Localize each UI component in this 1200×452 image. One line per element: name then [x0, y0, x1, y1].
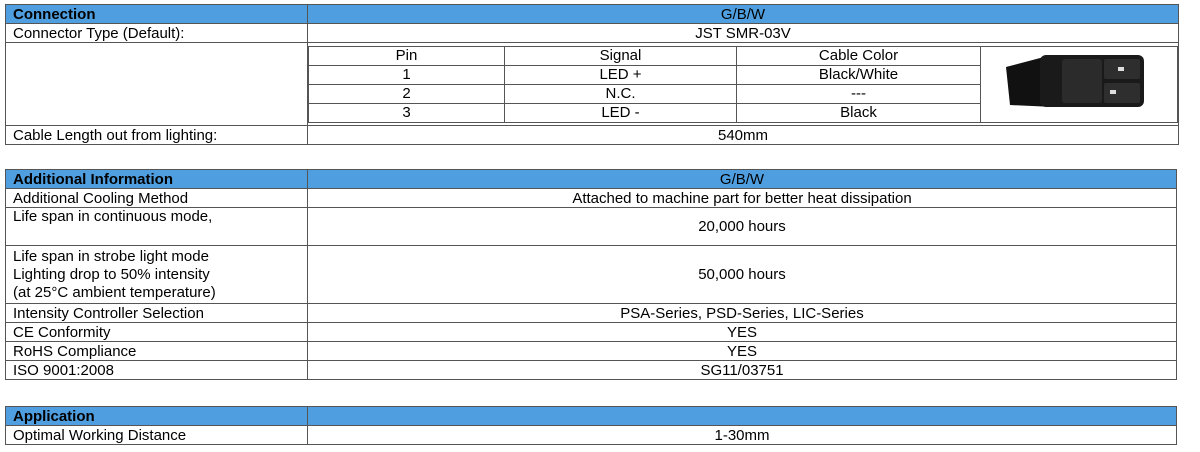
pin-header-signal: Signal — [505, 46, 737, 65]
cable-length-label: Cable Length out from lighting: — [6, 126, 308, 145]
pin-header-cable-color: Cable Color — [737, 46, 981, 65]
connection-header-row — [6, 5, 1179, 24]
additional-info-header-label: Additional Information — [6, 170, 308, 189]
rohs-compliance-value: YES — [308, 342, 1177, 361]
connection-header-label: Connection — [6, 5, 308, 24]
additional-info-table — [5, 169, 1177, 380]
cable-length-row — [6, 126, 1179, 145]
ce-conformity-label: CE Conformity — [6, 323, 308, 342]
lifespan-strobe-label — [6, 246, 308, 304]
connector-type-value: JST SMR-03V — [308, 24, 1179, 43]
cooling-method-label: Additional Cooling Method — [6, 189, 308, 208]
pin-cable-color: Black/White — [737, 65, 981, 84]
pin-number: 3 — [309, 103, 505, 122]
lifespan-strobe-value: 50,000 hours — [308, 246, 1177, 304]
application-table — [5, 406, 1177, 445]
connection-table — [5, 4, 1179, 145]
connector-type-label: Connector Type (Default): — [6, 24, 308, 43]
controller-selection-row — [6, 304, 1177, 323]
cooling-method-row — [6, 189, 1177, 208]
pin-assignment-cell — [308, 43, 1179, 126]
application-header-empty — [308, 407, 1177, 426]
working-distance-value: 1-30mm — [308, 426, 1177, 445]
connection-header-value: G/B/W — [308, 5, 1179, 24]
pin-header-pin: Pin — [309, 46, 505, 65]
iso-certification-row — [6, 361, 1177, 380]
additional-info-header-row — [6, 170, 1177, 189]
connector-plug-icon — [1004, 47, 1154, 117]
rohs-compliance-label: RoHS Compliance — [6, 342, 308, 361]
pin-number: 1 — [309, 65, 505, 84]
controller-selection-value: PSA-Series, PSD-Series, LIC-Series — [308, 304, 1177, 323]
lifespan-strobe-label-line: (at 25°C ambient temperature) — [13, 283, 216, 301]
working-distance-row — [6, 426, 1177, 445]
pin-cable-color: --- — [737, 84, 981, 103]
pin-table-header — [309, 46, 1178, 65]
cooling-method-value: Attached to machine part for better heat dissipation — [308, 189, 1177, 208]
working-distance-label: Optimal Working Distance — [6, 426, 308, 445]
lifespan-continuous-value: 20,000 hours — [308, 208, 1177, 246]
ce-conformity-value: YES — [308, 323, 1177, 342]
pin-assignment-empty-cell — [6, 43, 308, 126]
pin-number: 2 — [309, 84, 505, 103]
pin-signal: N.C. — [505, 84, 737, 103]
rohs-compliance-row — [6, 342, 1177, 361]
pin-table — [308, 46, 1178, 123]
application-header-row — [6, 407, 1177, 426]
iso-certification-value: SG11/03751 — [308, 361, 1177, 380]
ce-conformity-row — [6, 323, 1177, 342]
controller-selection-label: Intensity Controller Selection — [6, 304, 308, 323]
pin-assignment-row — [6, 43, 1179, 126]
pin-signal: LED + — [505, 65, 737, 84]
connector-image-cell — [981, 46, 1178, 122]
additional-info-header-value: G/B/W — [308, 170, 1177, 189]
lifespan-strobe-row — [6, 246, 1177, 304]
lifespan-strobe-label-line: Lighting drop to 50% intensity — [13, 265, 210, 283]
lifespan-continuous-row — [6, 208, 1177, 246]
pin-cable-color: Black — [737, 103, 981, 122]
lifespan-continuous-label: Life span in continuous mode, — [6, 208, 308, 246]
connector-type-row — [6, 24, 1179, 43]
application-header-label: Application — [6, 407, 308, 426]
iso-certification-label: ISO 9001:2008 — [6, 361, 308, 380]
pin-signal: LED - — [505, 103, 737, 122]
lifespan-strobe-label-line: Life span in strobe light mode — [13, 247, 209, 265]
cable-length-value: 540mm — [308, 126, 1179, 145]
